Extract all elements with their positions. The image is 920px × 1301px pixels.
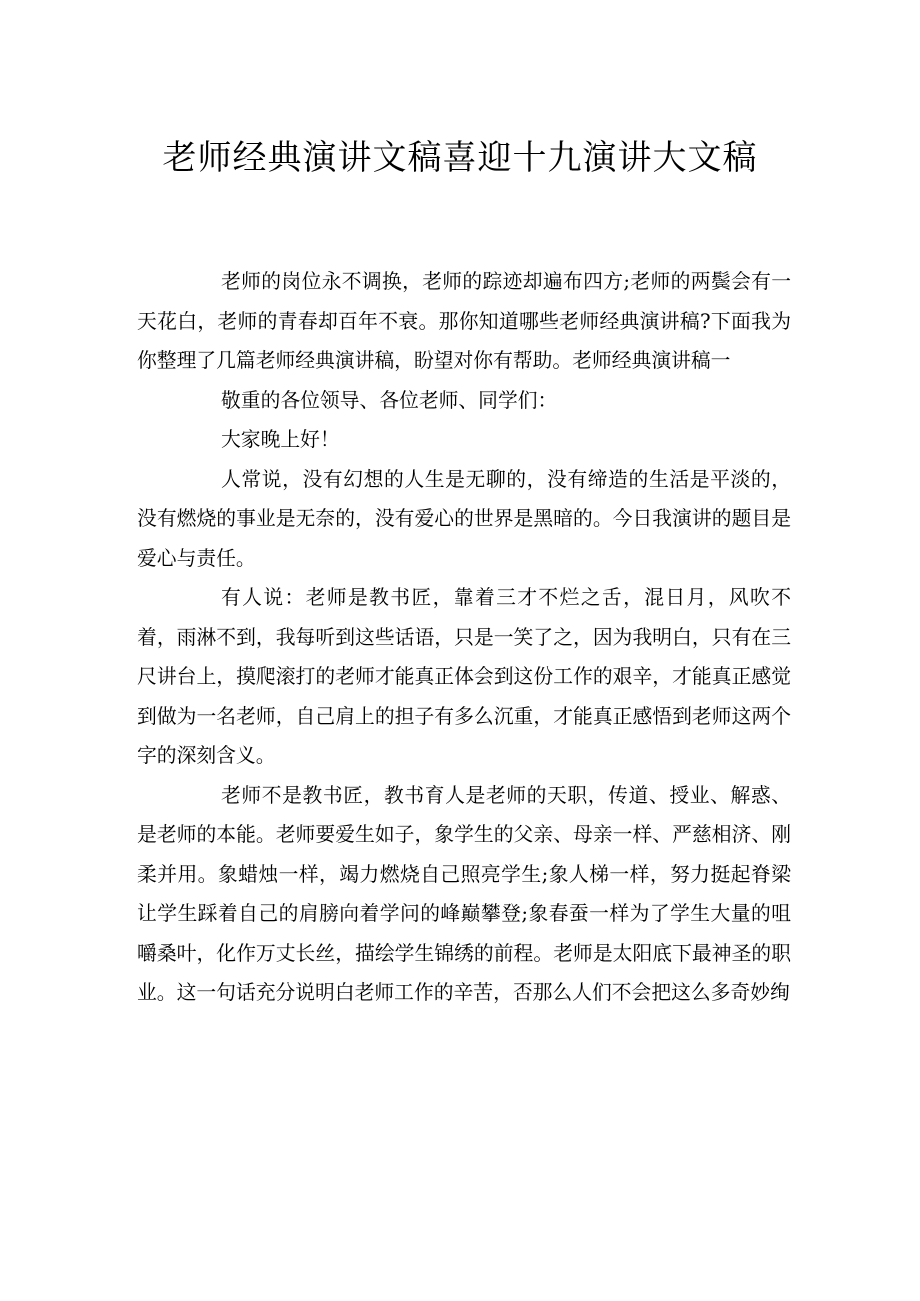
document-body <box>137 262 791 1013</box>
paragraph-teacher-duty: 老师不是教书匠，教书育人是老师的天职，传道、授业、解惑、是老师的本能。老师要爱生如子，象学生的父亲、母亲一样、严慈相济、刚柔并用。象蜡烛一样，竭力燃烧自己照亮学生;象人梯一样，努力挺起脊梁让学生踩着自己的肩膀向着学问的峰巅攀登;象春蚕一样为了学生大量的咀嚼桑叶，化作万丈长丝，描绘学生锦绣的前程。老师是太阳底下最神圣的职业。这一句话充分说明白老师工作的辛苦，否那么人们不会把这么多奇妙绚 <box>137 783 791 1004</box>
paragraph-salutation: 敬重的各位领导、各位老师、同学们： <box>221 388 558 412</box>
paragraph-topic: 人常说，没有幻想的人生是无聊的，没有缔造的生活是平淡的，没有燃烧的事业是无奈的，没有爱心的世界是黑暗的。今日我演讲的题目是爱心与责任。 <box>137 467 791 570</box>
paragraph-intro: 老师的岗位永不调换，老师的踪迹却遍布四方;老师的两鬓会有一天花白，老师的青春却百年不衰。那你知道哪些老师经典演讲稿?下面我为你整理了几篇老师经典演讲稿，盼望对你有帮助。老师经典演讲稿一 <box>137 270 791 372</box>
paragraph-teacher-role: 有人说：老师是教书匠，靠着三才不烂之舌，混日月，风吹不着，雨淋不到，我每听到这些话语，只是一笑了之，因为我明白，只有在三尺讲台上，摸爬滚打的老师才能真正体会到这份工作的艰辛，才能真正感觉到做为一名老师，自己肩上的担子有多么沉重，才能真正感悟到老师这两个字的深刻含义。 <box>137 586 791 767</box>
paragraph-greeting: 大家晚上好！ <box>221 428 340 451</box>
document-title: 老师经典演讲文稿喜迎十九演讲大文稿 <box>162 138 758 178</box>
